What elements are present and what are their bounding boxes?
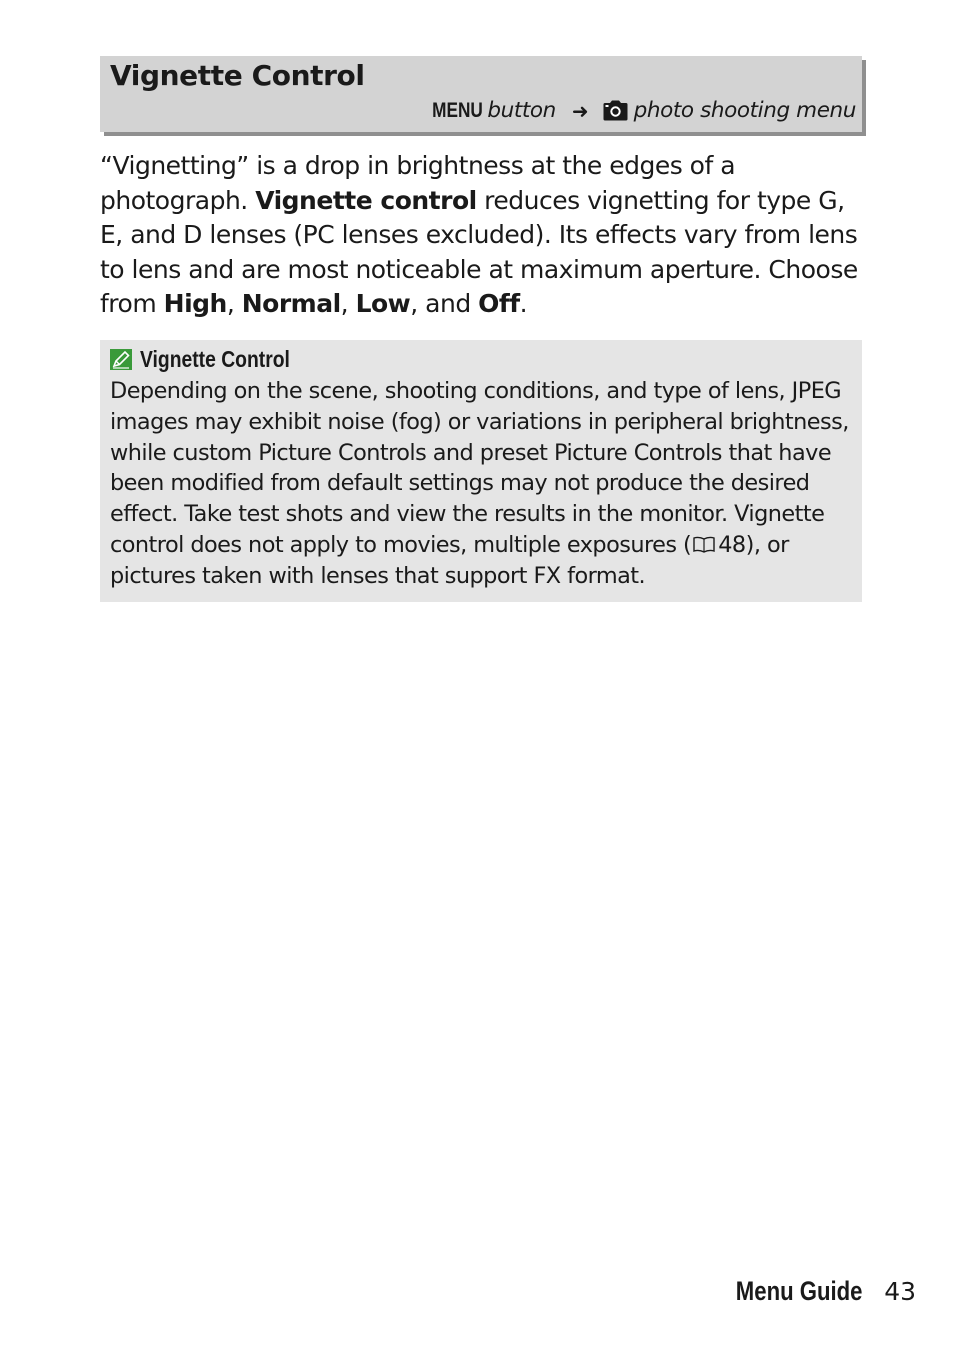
menu-name: photo shooting menu (633, 98, 856, 123)
note-text-2: ), or pictures taken with lenses that support FX format. (110, 531, 789, 589)
page-footer (708, 1276, 916, 1307)
option-off: Off (478, 289, 520, 318)
note-body (110, 376, 862, 592)
note-box (100, 340, 862, 602)
button-word: button (487, 98, 556, 123)
intro-text-2: reduces vignetting for type G, E, and D lenses (PC lenses excluded). Its effects vary from lens to lens and are most noticeable at maximum aperture. Choose from (100, 185, 858, 318)
section-header (100, 56, 862, 132)
option-high: High (163, 289, 227, 318)
intro-end: . (519, 289, 528, 318)
note-title: Vignette Control (140, 346, 290, 372)
option-normal: Normal (241, 289, 341, 318)
separator: , (226, 289, 242, 318)
menu-key-label: MENU (432, 98, 483, 122)
pencil-check-icon (110, 349, 132, 370)
intro-text-1: “Vignetting” is a drop in brightness at the edges of a photograph. (100, 151, 736, 215)
camera-icon (603, 100, 628, 121)
note-heading (110, 346, 318, 373)
book-icon (693, 536, 715, 553)
page-reference[interactable]: 48 (718, 531, 746, 558)
separator: , (340, 289, 356, 318)
page-number: 43 (884, 1277, 916, 1306)
footer-section-link[interactable]: Menu Guide (735, 1276, 863, 1306)
arrow-icon: ➜ (571, 98, 589, 123)
menu-path (421, 98, 856, 123)
option-low: Low (355, 289, 411, 318)
intro-paragraph (100, 149, 870, 322)
note-text-1: Depending on the scene, shooting conditions, and type of lens, JPEG images may exhibit noise (fog) or variations in peripheral brightness, while custom Picture Controls and preset Picture Controls that have been modified from default settings may not produce the desired effect. Take test shots and view the results in the monitor. Vignette control does not apply to movies, multiple exposures ( (110, 378, 849, 558)
page-title: Vignette Control (110, 59, 365, 92)
term-vignette-control: Vignette control (255, 185, 477, 215)
separator: , and (410, 289, 479, 318)
